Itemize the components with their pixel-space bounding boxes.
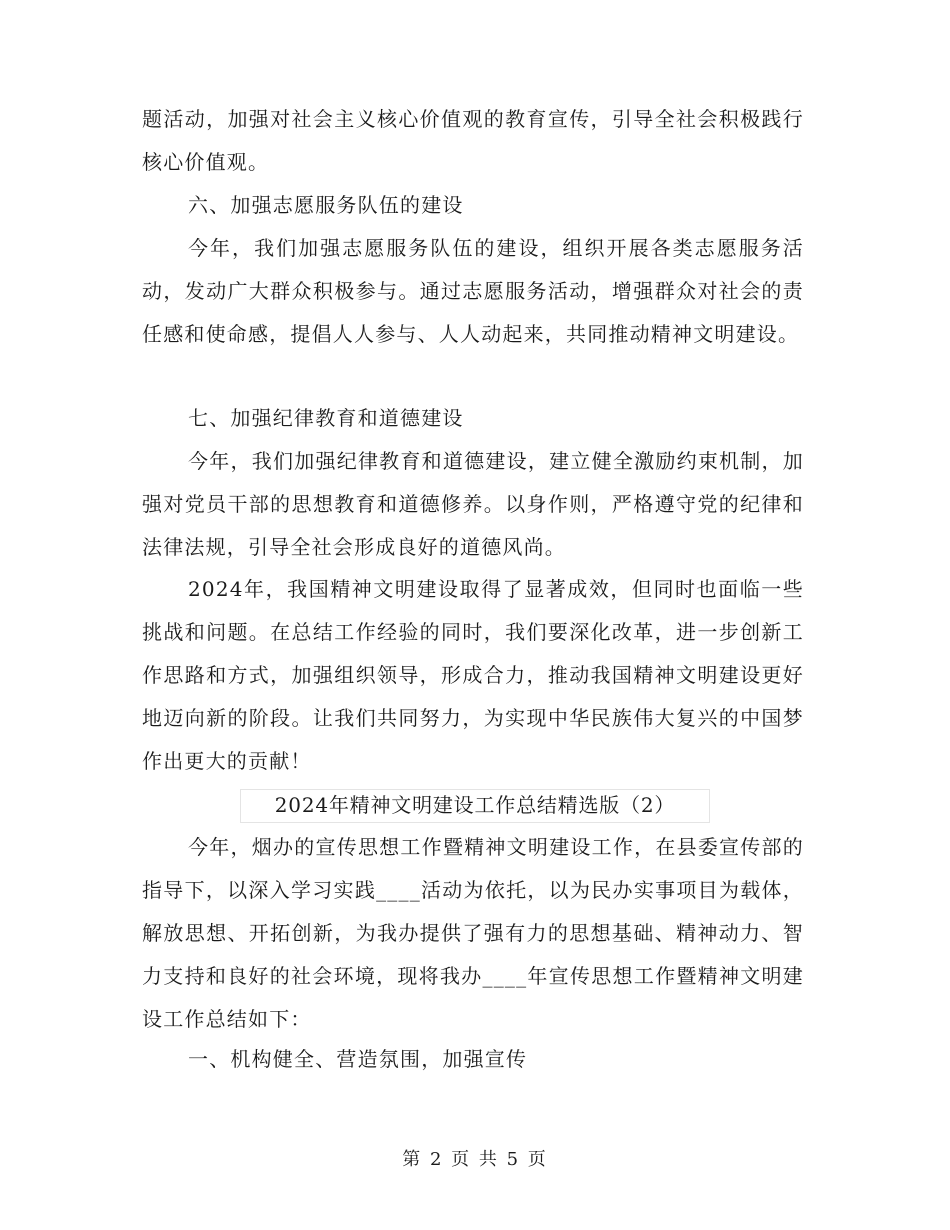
section-7-body: 今年，我们加强纪律教育和道德建设，建立健全激励约束机制，加强对党员干部的思想教育和道德修养。以身作则，严格遵守党的纪律和法律法规，引导全社会形成良好的道德风尚。 bbox=[142, 449, 804, 559]
section-6-body: 今年，我们加强志愿服务队伍的建设，组织开展各类志愿服务活动，发动广大群众积极参与。通过志愿服务活动，增强群众对社会的责任感和使命感，提倡人人参与、人人动起来，共同推动精神文明建设。 bbox=[142, 236, 804, 346]
page-indicator: 第 2 页 共 5 页 bbox=[402, 1149, 548, 1170]
part-2-intro: 今年，烟办的宣传思想工作暨精神文明建设工作，在县委宣传部的指导下，以深入学习实践____活动为依托，以为民办实事项目为载体，解放思想、开拓创新，为我办提供了强有力的思想基础、精神动力、智力支持和良好的社会环境，现将我办____年宣传思想工作暨精神文明建设工作总结如下： bbox=[142, 835, 804, 1031]
conclusion-paragraph: 2024年，我国精神文明建设取得了显著成效，但同时也面临一些挑战和问题。在总结工作经验的同时，我们要深化改革，进一步创新工作思路和方式，加强组织领导，形成合力，推动我国精神文明建设更好地迈向新的阶段。让我们共同努力，为实现中华民族伟大复兴的中国梦作出更大的贡献！ bbox=[142, 577, 804, 773]
section-6-heading: 六、加强志愿服务队伍的建设 bbox=[188, 193, 464, 217]
part-2-title: 2024年精神文明建设工作总结精选版（2） bbox=[240, 789, 710, 823]
continued-paragraph: 题活动，加强对社会主义核心价值观的教育宣传，引导全社会积极践行核心价值观。 bbox=[142, 107, 804, 174]
section-7-heading: 七、加强纪律教育和道德建设 bbox=[188, 406, 464, 430]
part-2-section-1-heading: 一、机构健全、营造氛围，加强宣传 bbox=[188, 1047, 528, 1071]
